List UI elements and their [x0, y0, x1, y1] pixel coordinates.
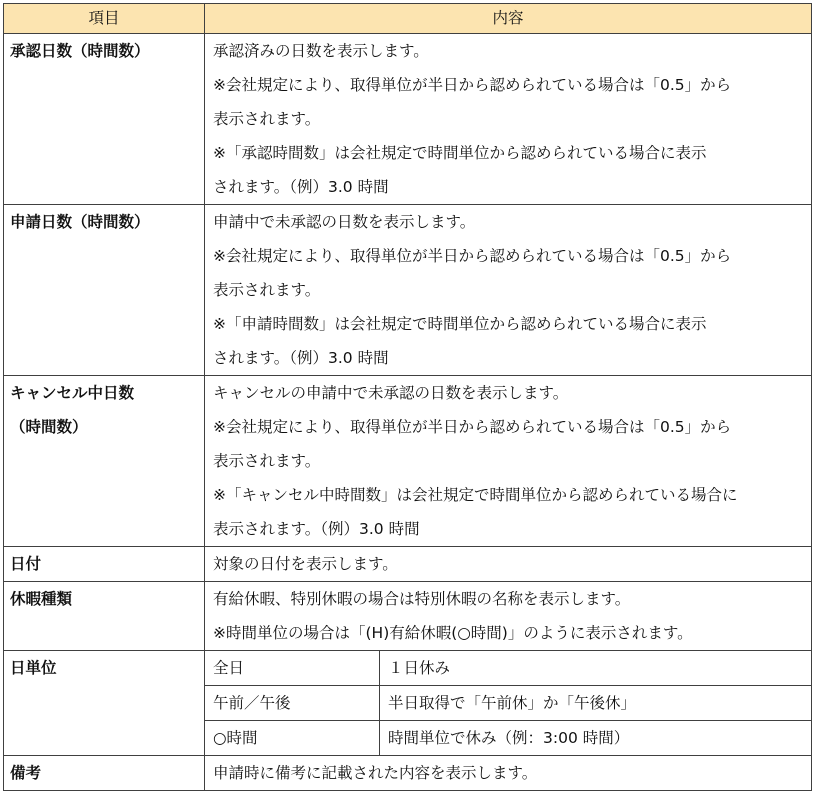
header-row: [4, 4, 812, 34]
table-row-date: [4, 547, 812, 582]
content-line: 表示されます。（例）3.0 時間: [213, 520, 420, 538]
table-row-cancel: [4, 376, 812, 547]
table-row-remarks: [4, 756, 812, 791]
item-label-day-unit: 日単位: [4, 651, 205, 756]
content-line: ※会社規定により、取得単位が半日から認められている場合は「0.5」から: [213, 418, 732, 436]
day-unit-sub-desc: 時間単位で休み（例：3:00 時間）: [380, 721, 812, 756]
day-unit-sub-unit: 全日: [205, 651, 380, 686]
item-content-leave-type: [205, 582, 812, 651]
content-line: ※「キャンセル中時間数」は会社規定で時間単位から認められている場合に: [213, 486, 738, 504]
content-line: 対象の日付を表示します。: [213, 555, 398, 573]
item-label-leave-type: 休暇種類: [4, 582, 205, 651]
content-line: 表示されます。: [213, 281, 321, 299]
table-row-leave-type: [4, 582, 812, 651]
content-line: されます。（例）3.0 時間: [213, 178, 389, 196]
item-label-date: 日付: [4, 547, 205, 582]
item-content-cancel: [205, 376, 812, 547]
table-row-approved: [4, 34, 812, 205]
item-label-cancel-line1: キャンセル中日数: [10, 384, 135, 402]
item-content-approved: [205, 34, 812, 205]
content-line: ※会社規定により、取得単位が半日から認められている場合は「0.5」から: [213, 76, 732, 94]
day-unit-sub-unit: 午前／午後: [205, 686, 380, 721]
day-unit-sub-desc: １日休み: [380, 651, 812, 686]
content-line: 承認済みの日数を表示します。: [213, 42, 429, 60]
content-line: 表示されます。: [213, 110, 321, 128]
content-line: ※「承認時間数」は会社規定で時間単位から認められている場合に表示: [213, 144, 707, 162]
content-line: 有給休暇、特別休暇の場合は特別休暇の名称を表示します。: [213, 590, 631, 608]
table-row-applying: [4, 205, 812, 376]
item-content-date: [205, 547, 812, 582]
header-content: 内容: [205, 4, 812, 34]
content-line: キャンセルの申請中で未承認の日数を表示します。: [213, 384, 569, 402]
leave-fields-table: [3, 3, 812, 791]
item-content-remarks: [205, 756, 812, 791]
content-line: 申請中で未承認の日数を表示します。: [213, 213, 476, 231]
item-label-remarks: 備考: [4, 756, 205, 791]
item-content-applying: [205, 205, 812, 376]
item-label-cancel-line2: （時間数）: [10, 418, 88, 436]
content-line: ※会社規定により、取得単位が半日から認められている場合は「0.5」から: [213, 247, 732, 265]
item-label-approved: 承認日数（時間数）: [4, 34, 205, 205]
content-line: ※時間単位の場合は「(H)有給休暇(○時間)」のように表示されます。: [213, 624, 693, 642]
content-line: されます。（例）3.0 時間: [213, 349, 389, 367]
content-line: ※「申請時間数」は会社規定で時間単位から認められている場合に表示: [213, 315, 707, 333]
item-label-applying: 申請日数（時間数）: [4, 205, 205, 376]
content-line: 申請時に備考に記載された内容を表示します。: [213, 764, 538, 782]
header-item: 項目: [4, 4, 205, 34]
day-unit-sub-desc: 半日取得で「午前休」か「午後休」: [380, 686, 812, 721]
day-unit-sub-unit: ○時間: [205, 721, 380, 756]
content-line: 表示されます。: [213, 452, 321, 470]
table-row-day-unit: [4, 651, 812, 686]
item-label-cancel: [4, 376, 205, 547]
